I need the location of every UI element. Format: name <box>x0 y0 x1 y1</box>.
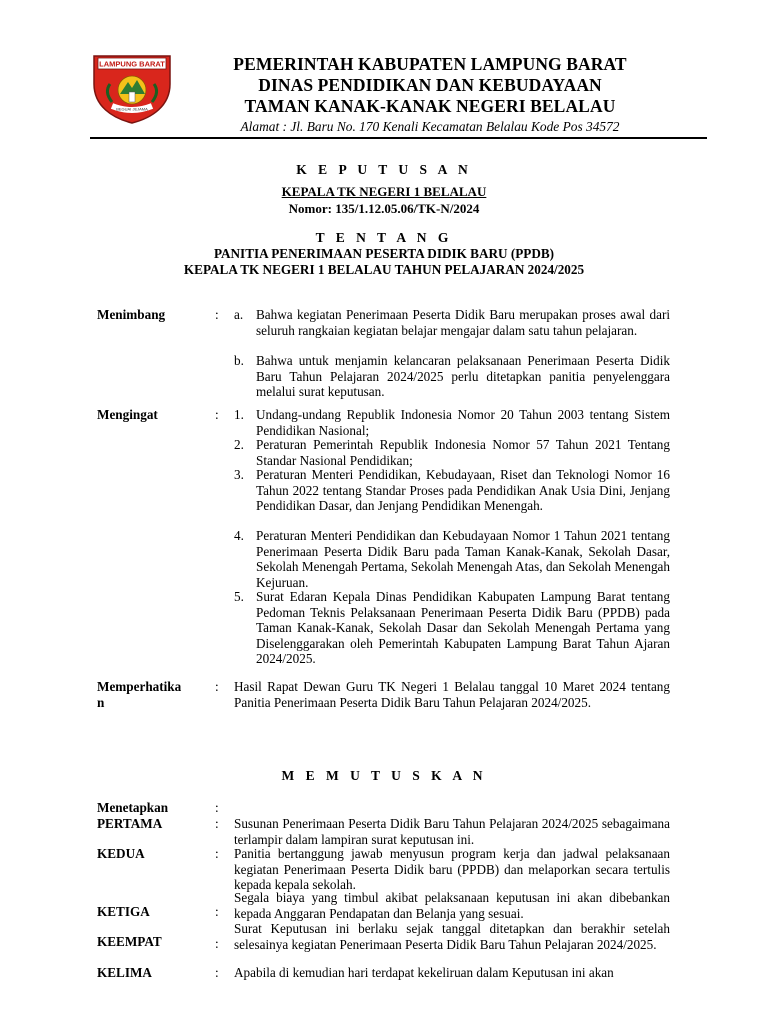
decree-title: K E P U T U S A N <box>296 162 472 177</box>
mengingat-item-3 <box>234 467 670 514</box>
list-item-text: Peraturan Menteri Pendidikan dan Kebudayaan Nomor 1 Tahun 2021 tentang Penerimaan Peserta Didik Baru pada Taman Kanak-Kanak, Sekolah Dasar, Sekolah Menengah Pertama, Sekolah Menengah Atas, dan Sekolah Menengah Kejuruan. <box>256 528 670 590</box>
memutuskan-title: M E M U T U S K A N <box>281 768 487 783</box>
memperhatikan-text: Hasil Rapat Dewan Guru TK Negeri 1 Belalau tanggal 10 Maret 2024 tentang Panitia Penerimaan Peserta Didik Baru Tahun Pelajaran 2024/2025. <box>234 679 670 710</box>
list-item-marker: 5. <box>234 589 244 604</box>
mengingat-colon: : <box>215 407 219 422</box>
letterhead-address: Alamat : Jl. Baru No. 170 Kenali Kecamatan Belalau Kode Pos 34572 <box>240 119 620 134</box>
list-item-text: Bahwa untuk menjamin kelancaran pelaksanaan Penerimaan Peserta Didik Baru Tahun Pelajaran 2024/2025 perlu ditetapkan panitia penyelenggara melalui surat keputusan. <box>256 353 670 399</box>
pertama-colon: : <box>215 816 219 831</box>
about-title: T E N T A N G <box>315 230 453 245</box>
list-item-marker: 1. <box>234 407 244 422</box>
letterhead-line-2: DINAS PENDIDIKAN DAN KEBUDAYAAN <box>258 75 602 95</box>
kedua-colon: : <box>215 846 219 861</box>
pertama-label: PERTAMA <box>97 816 163 831</box>
menimbang-item-b <box>234 353 670 400</box>
ketiga-colon: : <box>215 904 219 919</box>
menetapkan-colon: : <box>215 800 219 815</box>
ketiga-label: KETIGA <box>97 904 150 919</box>
keempat-label: KEEMPAT <box>97 934 162 949</box>
mengingat-item-1 <box>234 407 670 438</box>
logo-motto: BEGUAI JEJAMA <box>116 106 148 112</box>
menimbang-colon: : <box>215 307 219 322</box>
about-line-1: PANITIA PENERIMAAN PESERTA DIDIK BARU (PPDB) <box>213 246 555 261</box>
memperhatikan-colon: : <box>215 679 219 694</box>
mengingat-label: Mengingat <box>97 407 158 422</box>
kelima-colon: : <box>215 965 219 980</box>
list-item-text: Undang-undang Republik Indonesia Nomor 20 Tahun 2003 tentang Sistem Pendidikan Nasional; <box>256 407 670 438</box>
list-item-text: Bahwa kegiatan Penerimaan Peserta Didik Baru merupakan proses awal dari seluruh rangkaian kegiatan belajar mengajar dalam satu tahun pelajaran. <box>256 307 670 338</box>
kedua-label: KEDUA <box>97 846 145 861</box>
kelima-text: Apabila di kemudian hari terdapat kekeliruan dalam Keputusan ini akan <box>234 965 614 980</box>
logo-text: LAMPUNG BARAT <box>99 59 165 69</box>
list-item-marker: 4. <box>234 528 244 543</box>
menimbang-item-a <box>234 307 670 338</box>
letterhead-line-3: TAMAN KANAK-KANAK NEGERI BELALAU <box>244 96 616 116</box>
keempat-text: Surat Keputusan ini berlaku sejak tanggal ditetapkan dan berakhir setelah selesainya kegiatan Penerimaan Peserta Didik Baru Tahun Pelajaran 2024/2025. <box>234 921 670 952</box>
list-item-text: Peraturan Menteri Pendidikan, Kebudayaan, Riset dan Teknologi Nomor 16 Tahun 2022 tentang Standar Proses pada Pendidikan Anak Usia Dini, Jenjang Pendidikan Dasar, dan Jenjang Pendidikan Menengah. <box>256 467 670 513</box>
decree-number: Nomor: 135/1.12.05.06/TK-N/2024 <box>288 201 480 216</box>
letterhead <box>180 54 680 136</box>
about-line-2: KEPALA TK NEGERI 1 BELALAU TAHUN PELAJARAN 2024/2025 <box>183 262 585 277</box>
mengingat-item-2 <box>234 437 670 468</box>
decree-issuer: KEPALA TK NEGERI 1 BELALAU <box>281 184 487 199</box>
pertama-text: Susunan Penerimaan Peserta Didik Baru Tahun Pelajaran 2024/2025 sebagaimana terlampir dalam lampiran surat keputusan ini. <box>234 816 670 847</box>
menetapkan-label: Menetapkan <box>97 800 169 815</box>
list-item-marker: 2. <box>234 437 244 452</box>
mengingat-item-4 <box>234 528 670 590</box>
memperhatikan-label-line-2: n <box>97 694 105 710</box>
list-item-marker: b. <box>234 353 244 368</box>
memperhatikan-label <box>97 679 181 710</box>
menimbang-label: Menimbang <box>97 307 166 322</box>
list-item-text: Peraturan Pemerintah Republik Indonesia Nomor 57 Tahun 2021 Tentang Standar Nasional Pendidikan; <box>256 437 670 468</box>
list-item-marker: a. <box>234 307 244 322</box>
lampung-barat-emblem-logo <box>90 54 174 124</box>
keempat-colon: : <box>215 936 219 951</box>
kedua-text: Panitia bertanggung jawab menyusun program kerja dan jadwal pelaksanaan kegiatan Penerimaan Peserta Didik baru (PPDB) dan melaporkan secara tertulis kepada kepala sekolah. <box>234 846 670 892</box>
list-item-marker: 3. <box>234 467 244 482</box>
ketiga-text: Segala biaya yang timbul akibat pelaksanaan keputusan ini akan dibebankan kepada Anggaran Pendapatan dan Belanja yang sesuai. <box>234 890 670 921</box>
list-item-text: Surat Edaran Kepala Dinas Pendidikan Kabupaten Lampung Barat tentang Pedoman Teknis Pelaksanaan Penerimaan Peserta Didik Baru (PPDB) pada Taman Kanak-Kanak, Sekolah Dasar dan Sekolah Menengah Pertama yang Diselenggarakan oleh Pemerintah Kabupaten Lampung Barat Tahun Ajaran 2024/2025. <box>256 589 670 666</box>
letterhead-divider <box>90 137 707 139</box>
letterhead-line-1: PEMERINTAH KABUPATEN LAMPUNG BARAT <box>233 54 627 74</box>
memperhatikan-label-line-1: Memperhatika <box>97 679 182 694</box>
kelima-label: KELIMA <box>97 965 152 980</box>
mengingat-item-5 <box>234 589 670 667</box>
